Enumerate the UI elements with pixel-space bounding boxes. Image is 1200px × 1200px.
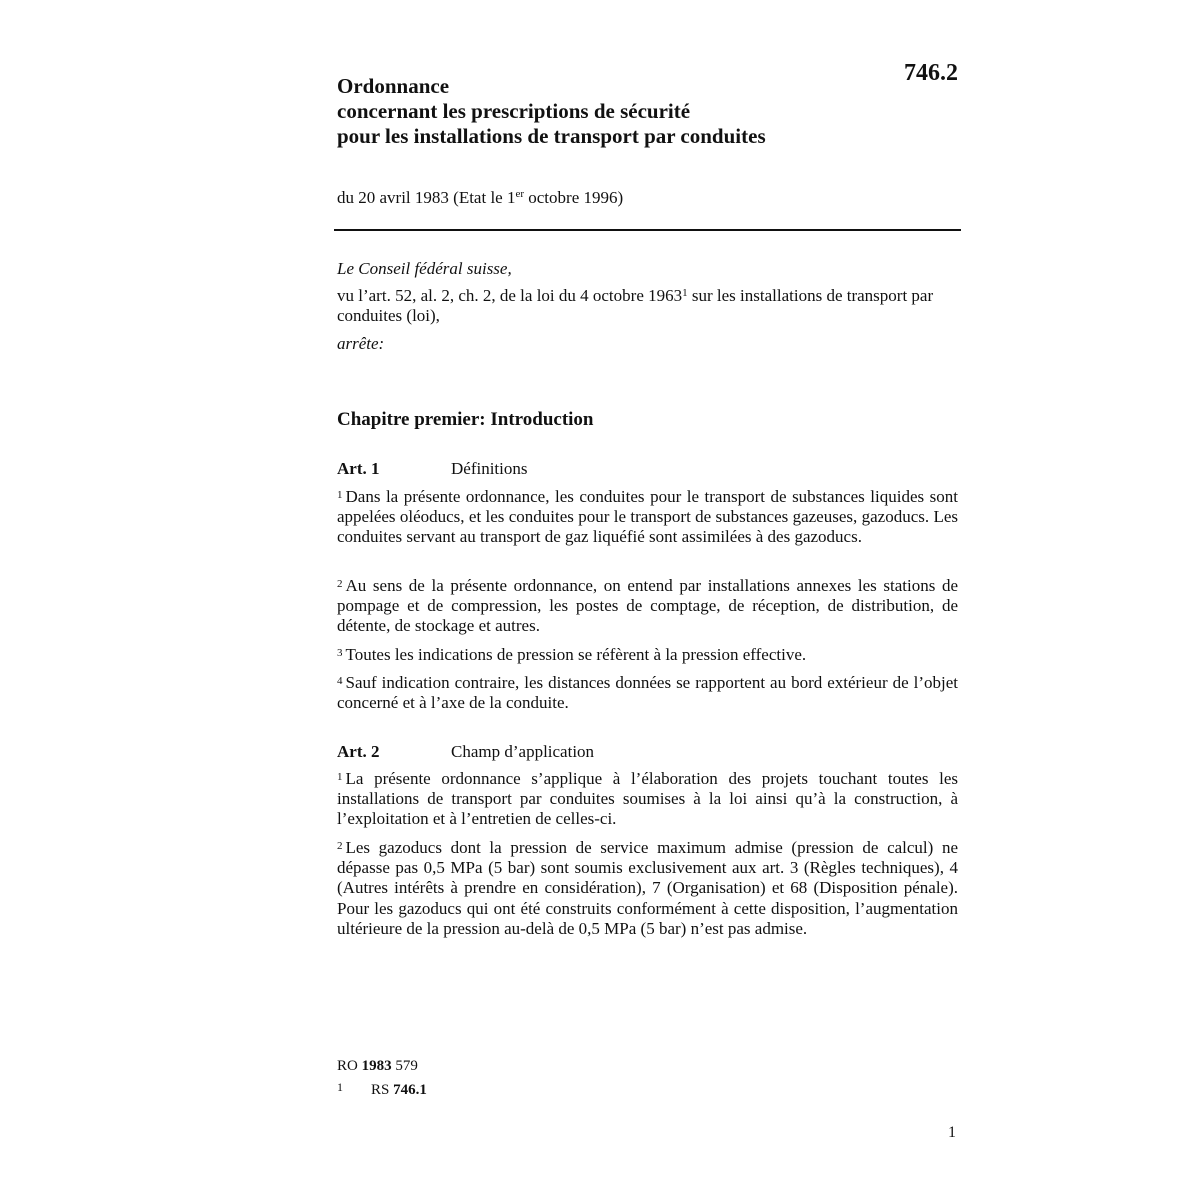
- ro-year: 1983: [361, 1058, 392, 1074]
- footnote-number: 1: [337, 1080, 343, 1094]
- article-heading: [337, 742, 594, 762]
- article-paragraph: [337, 838, 958, 939]
- article-number: Art. 1: [337, 459, 380, 478]
- paragraph-number: 1: [337, 489, 343, 501]
- article-paragraph: [337, 487, 958, 548]
- header-rule: [334, 229, 961, 231]
- chapter-title: Chapitre premier: Introduction: [337, 409, 594, 430]
- title-line: concernant les prescriptions de sécurité: [337, 99, 691, 123]
- footnote: [337, 1080, 427, 1099]
- title-line: Ordonnance: [337, 74, 450, 98]
- document-title: [337, 74, 937, 149]
- article-heading: [337, 459, 528, 479]
- preamble-authority: Le Conseil fédéral suisse,: [337, 259, 512, 278]
- page-number: 1: [948, 1124, 956, 1141]
- ro-page: 579: [391, 1058, 418, 1074]
- official-reference: [337, 1058, 418, 1075]
- article-paragraph: [337, 673, 958, 713]
- preamble-decree: arrête:: [337, 334, 385, 353]
- date-line: [337, 188, 623, 208]
- ro-prefix: RO: [337, 1058, 362, 1074]
- footnote-reference-target: 746.1: [393, 1082, 427, 1098]
- date-prefix: du 20 avril 1983 (Etat le 1: [337, 188, 516, 207]
- paragraph-number: 2: [337, 840, 343, 852]
- paragraph-text: Sauf indication contraire, les distances données se rapportent au bord extérieur de l’objet concerné et à l’axe de la conduite.: [337, 673, 958, 713]
- article-paragraph: [337, 769, 958, 830]
- article-title: Définitions: [451, 459, 528, 478]
- paragraph-number: 3: [337, 647, 343, 659]
- paragraph-text: Dans la présente ordonnance, les conduites pour le transport de substances liquides sont appelées oléoducs, et les conduites pour le transport de substances gazeuses, gazoducs. Les conduites servant au transport de gaz liquéfié sont assimilées à des gazoducs.: [337, 487, 958, 547]
- footnote-reference[interactable]: 1: [682, 287, 688, 299]
- article-paragraph: [337, 576, 958, 637]
- basis-text-continued: sur les installations de transport par conduites (loi),: [337, 286, 934, 325]
- article-number: Art. 2: [337, 742, 380, 761]
- paragraph-text: Toutes les indications de pression se réfèrent à la pression effective.: [345, 645, 807, 664]
- article-title: Champ d’application: [451, 742, 595, 761]
- document-number: 746.2: [904, 60, 958, 86]
- article-paragraph: [337, 645, 958, 665]
- paragraph-number: 4: [337, 675, 343, 687]
- basis-text: vu l’art. 52, al. 2, ch. 2, de la loi du 4 octobre 1963: [337, 286, 683, 305]
- date-superscript: er: [515, 188, 525, 200]
- paragraph-text: La présente ordonnance s’applique à l’élaboration des projets touchant toutes les installations de transport par conduites soumises à la loi ainsi qu’à la construction, à l’exploitation et à l’entretien de celles-ci.: [337, 769, 958, 829]
- paragraph-text: Les gazoducs dont la pression de service maximum admise (pression de calcul) ne dépasse pas 0,5 MPa (5 bar) sont soumis exclusivement aux art. 3 (Règles techniques), 4 (Autres intérêts à prendre en considération), 7 (Organisation) et 68 (Disposition pénale). Pour les gazoducs qui ont été construits conformément à cette disposition, l’augmentation ultérieure de la pression au-delà de 0,5 MPa (5 bar) n’est pas admise.: [337, 838, 958, 938]
- footnote-prefix: RS: [371, 1082, 394, 1098]
- paragraph-number: 1: [337, 771, 343, 783]
- preamble-basis: [337, 286, 958, 326]
- title-line: pour les installations de transport par conduites: [337, 124, 766, 148]
- paragraph-number: 2: [337, 578, 343, 590]
- date-suffix: octobre 1996): [524, 188, 624, 207]
- paragraph-text: Au sens de la présente ordonnance, on entend par installations annexes les stations de pompage et de compression, les postes de comptage, de réception, de distribution, de détente, de stockage et autres.: [337, 576, 958, 636]
